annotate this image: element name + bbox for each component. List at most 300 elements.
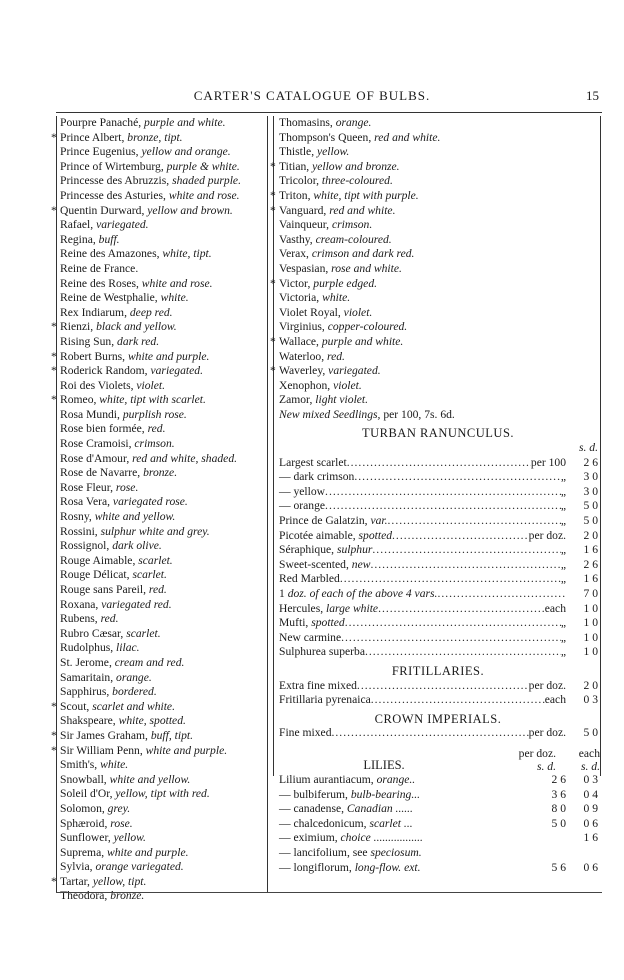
list-item — [276, 262, 600, 277]
each-column-header — [556, 747, 600, 773]
item-label — [279, 788, 420, 803]
leader-dots — [325, 485, 561, 500]
price-row — [276, 470, 600, 485]
price-row — [276, 726, 600, 741]
variety-name: Vanguard, — [279, 203, 330, 217]
price-per-doz: 3 6 — [551, 787, 566, 801]
item-label — [279, 817, 413, 832]
price-per-doz: 5 6 — [551, 860, 566, 874]
list-item — [57, 145, 267, 160]
item-name: Red Marbled — [279, 572, 340, 586]
list-item — [57, 262, 267, 277]
price-per-doz: 8 0 — [551, 802, 566, 816]
variety-description: violet. — [333, 378, 362, 392]
variety-name: Smith's, — [60, 758, 101, 772]
variety-description: yellow and bronze. — [312, 159, 400, 173]
price-shillings: 1 — [583, 630, 590, 644]
variety-name: Rosa Vera, — [60, 495, 113, 509]
price-amount — [566, 602, 598, 617]
variety-name: Rose bien formée, — [60, 422, 148, 436]
item-label — [279, 529, 392, 544]
price-pence: 3 — [592, 693, 598, 707]
list-item — [57, 641, 267, 656]
variety-name: Prince Eugenius, — [60, 145, 142, 159]
item-label — [279, 485, 325, 500]
item-label — [279, 514, 388, 529]
star-mark: * — [51, 320, 57, 334]
variety-description: white and rose. — [168, 188, 240, 202]
price-per-doz: 5 0 — [551, 816, 566, 830]
variety-name: Rosny, — [60, 510, 95, 524]
list-item — [57, 568, 267, 583]
variety-description: orange. — [335, 116, 372, 129]
item-label — [279, 616, 345, 631]
variety-name: Rose d'Amour, — [60, 451, 133, 465]
running-header: CARTER'S CATALOGUE OF BULBS. — [193, 88, 431, 103]
price-amount — [566, 587, 598, 602]
item-label — [279, 587, 437, 602]
item-name: Lilium aurantiacum, — [279, 772, 377, 786]
variety-description: rose and white. — [331, 261, 402, 275]
variety-name: Xenophon, — [279, 378, 334, 392]
variety-description: purple edged. — [313, 276, 378, 290]
price-row — [276, 558, 600, 573]
left-column — [51, 116, 268, 903]
variety-description: white and yellow. — [109, 772, 191, 786]
variety-name: Wallace, — [279, 334, 322, 348]
price-pence: 6 — [592, 543, 598, 557]
variety-description: white and purple. — [145, 743, 228, 757]
item-name: Largest scarlet — [279, 455, 347, 469]
star-mark: * — [51, 874, 57, 888]
list-item — [57, 831, 267, 846]
price-row — [276, 631, 600, 646]
list-item — [57, 846, 267, 861]
variety-description: variegated. — [328, 364, 381, 378]
item-label — [279, 631, 341, 646]
price-shillings: 3 — [583, 470, 590, 484]
leader-dots — [354, 470, 561, 485]
item-label — [279, 726, 332, 741]
price-shillings: 2 — [583, 557, 590, 571]
variety-name: Roi des Violets, — [60, 378, 137, 392]
price-row — [276, 693, 600, 708]
star-mark: * — [51, 203, 57, 217]
item-label — [279, 846, 422, 861]
price-each — [566, 846, 598, 861]
star-mark: * — [270, 364, 276, 378]
price-pence: 6 — [592, 557, 598, 571]
item-label — [279, 831, 423, 846]
price-amount — [566, 726, 598, 741]
price-row — [276, 572, 600, 587]
variety-description: purplish rose. — [122, 407, 187, 421]
variety-description: shaded purple. — [172, 174, 241, 188]
variety-description: scarlet. — [126, 626, 161, 640]
variety-description: scarlet. — [138, 553, 173, 567]
price-unit: „ — [560, 630, 566, 644]
variety-name: Sapphirus, — [60, 685, 113, 699]
price-row — [276, 602, 600, 617]
variety-name: Virginius, — [279, 320, 328, 334]
item-description: sulphur — [336, 543, 373, 557]
price-shillings: 1 — [583, 616, 590, 630]
variety-description: yellow, tipt. — [92, 874, 147, 888]
variety-name: Reine de Westphalie, — [60, 291, 161, 305]
price-shillings: 2 — [583, 528, 590, 542]
per-doz-column-header — [492, 747, 556, 773]
list-item — [51, 349, 267, 365]
price-row — [276, 788, 600, 803]
price-amount — [566, 456, 598, 471]
variety-description: variegated. — [96, 218, 149, 232]
list-item — [276, 131, 600, 146]
price-row — [276, 587, 600, 602]
list-item — [57, 583, 267, 598]
star-mark: * — [270, 334, 276, 348]
list-item — [57, 247, 267, 262]
list-item — [57, 714, 267, 729]
variety-name: Soleil d'Or, — [60, 787, 116, 801]
price-unit: „ — [560, 484, 566, 498]
price-unit: each — [544, 693, 566, 707]
list-item — [51, 728, 267, 744]
variety-description: red. — [148, 583, 167, 596]
item-name: Séraphique, — [279, 543, 337, 557]
item-description: scarlet ... — [369, 816, 413, 830]
price-unit: „ — [560, 572, 566, 586]
price-shillings: 1 — [583, 572, 590, 586]
list-item — [57, 773, 267, 788]
variety-description: white, tipt with purple. — [313, 188, 419, 202]
list-item — [276, 145, 600, 160]
price-row — [276, 817, 600, 832]
variety-description: deep red. — [129, 305, 173, 319]
leader-dots — [371, 693, 545, 708]
spacer — [422, 846, 534, 861]
leader-dots — [325, 499, 561, 514]
variety-name: Princesse des Abruzzis, — [60, 174, 173, 188]
list-item — [57, 277, 267, 292]
star-mark: * — [51, 743, 57, 757]
leader-dots — [357, 679, 529, 694]
price-pence: 0 — [592, 499, 598, 513]
list-item — [57, 379, 267, 394]
variety-name: Rubro Cæsar, — [60, 626, 127, 640]
list-item — [270, 364, 600, 379]
list-item — [57, 758, 267, 773]
price-row — [276, 846, 600, 861]
list-item — [276, 350, 600, 365]
price-shillings: 0 — [583, 693, 590, 707]
variety-description: variegated rose. — [112, 495, 188, 509]
variety-description: light violet. — [315, 393, 369, 407]
variety-description: sulphur white and grey. — [100, 524, 210, 538]
leader-dots — [372, 543, 560, 558]
variety-description: three-coloured. — [321, 174, 393, 188]
seedlings-line — [276, 408, 600, 423]
list-item — [57, 422, 267, 437]
lilies-header — [276, 747, 600, 773]
item-name: Prince de Galatzin, — [279, 514, 371, 528]
item-name: — lancifolium, see — [279, 845, 371, 859]
variety-name: Reine de France. — [60, 261, 139, 275]
variety-description: red. — [327, 349, 345, 363]
star-mark: * — [51, 364, 57, 378]
variety-name: Victor, — [279, 276, 314, 290]
page-number: 15 — [586, 88, 599, 103]
variety-description: grey. — [107, 801, 131, 815]
price-amount — [566, 645, 598, 660]
variety-description: copper-coloured. — [327, 320, 408, 334]
list-item — [57, 291, 267, 306]
price-row — [276, 616, 600, 631]
variety-name: Quentin Durward, — [60, 203, 148, 217]
item-name: New carmine — [279, 630, 342, 644]
list-item — [270, 203, 600, 219]
item-label — [279, 679, 357, 694]
variety-description: violet. — [136, 378, 166, 392]
variety-name: Tricolor, — [279, 174, 322, 188]
price-row — [276, 679, 600, 694]
price-each: 0 4 — [583, 787, 598, 801]
price-pence: 0 — [592, 645, 598, 659]
item-description: var. — [370, 514, 388, 528]
list-item — [57, 612, 267, 627]
variety-description: orange. — [116, 670, 152, 684]
list-item — [57, 598, 267, 613]
price-shillings: 1 — [583, 543, 590, 557]
variety-description: bronze, tipt. — [127, 130, 183, 144]
spacer — [413, 802, 534, 817]
star-mark: * — [270, 276, 276, 290]
price-each: 0 6 — [583, 860, 598, 874]
price-unit: „ — [560, 470, 566, 484]
list-item — [276, 291, 600, 306]
price-pence: 0 — [592, 601, 598, 615]
variety-description: bordered. — [112, 685, 157, 699]
list-item — [51, 130, 267, 146]
variety-description: crimson. — [331, 218, 373, 232]
variety-name: Sir James Graham, — [60, 728, 151, 742]
variety-description: dark red. — [117, 334, 160, 348]
variety-name: Waterloo, — [279, 349, 327, 363]
spacer — [423, 831, 534, 846]
variety-name: Triton, — [279, 188, 314, 202]
variety-name: Rose de Navarre, — [60, 466, 144, 480]
variety-description: bronze. — [110, 889, 145, 903]
list-item — [57, 218, 267, 233]
list-item — [51, 203, 267, 219]
variety-description: variegated. — [150, 364, 203, 378]
leader-dots — [340, 572, 561, 587]
list-item — [51, 393, 267, 408]
price-pence: 0 — [592, 587, 598, 600]
variety-description: lilac. — [116, 641, 140, 655]
variety-name: Verax, — [279, 247, 312, 261]
variety-name: Reine des Amazones, — [60, 247, 163, 261]
item-label — [279, 861, 420, 876]
variety-name: Sunflower, — [60, 831, 114, 845]
price-pence: 0 — [592, 630, 598, 644]
item-label — [279, 499, 325, 514]
item-name: — orange — [279, 499, 326, 513]
price-pence: 0 — [592, 726, 598, 740]
variety-name: Tartar, — [60, 874, 93, 888]
leader-dots — [365, 645, 561, 660]
item-name: Sweet-scented, — [279, 557, 352, 571]
item-description: spotted — [311, 616, 345, 630]
price-amount — [566, 679, 598, 694]
price-amount — [566, 543, 598, 558]
variety-name: Rudolphus, — [60, 641, 117, 655]
price-row — [276, 514, 600, 529]
per-doz-label: per doz. — [518, 746, 556, 760]
price-pence: 0 — [592, 528, 598, 542]
item-name: 1 — [279, 587, 288, 600]
price-shillings: 7 — [583, 587, 590, 600]
leader-dots — [388, 514, 561, 529]
price-each: 0 6 — [583, 816, 598, 830]
list-item — [276, 379, 600, 394]
variety-description: rose. — [110, 816, 133, 830]
list-item — [57, 189, 267, 204]
variety-description: white. — [322, 291, 351, 305]
list-item — [57, 116, 267, 131]
variety-name: Snowball, — [60, 772, 110, 786]
price-amount — [566, 470, 598, 485]
variety-name: Rising Sun, — [60, 334, 118, 348]
variety-name: Vasthy, — [279, 232, 316, 246]
price-amount — [566, 693, 598, 708]
leader-dots — [341, 631, 561, 646]
price-row — [276, 485, 600, 500]
variety-name: Samaritain, — [60, 670, 117, 684]
variety-name: Shakspeare, — [60, 714, 119, 728]
item-description: Canadian ...... — [346, 802, 413, 816]
variety-name: Rouge Délicat, — [60, 568, 133, 582]
variety-description: yellow and orange. — [141, 145, 231, 159]
price-shillings: 5 — [583, 514, 590, 528]
item-description: choice ................. — [340, 831, 423, 845]
variety-name: Solomon, — [60, 801, 108, 815]
price-shillings: 2 — [583, 455, 590, 469]
variety-name: Thomasins, — [279, 116, 336, 129]
variety-description: red. — [100, 612, 119, 626]
list-item — [51, 364, 267, 379]
price-shillings: 5 — [583, 726, 590, 740]
variety-name: Rose Cramoisi, — [60, 437, 135, 451]
list-item — [51, 743, 267, 759]
list-item — [57, 437, 267, 452]
variety-description: scarlet. — [132, 568, 167, 582]
variety-description: red and white. — [374, 130, 441, 144]
list-item — [51, 320, 267, 335]
item-name: Fritillaria pyrenaica — [279, 693, 371, 707]
price-unit: „ — [560, 514, 566, 528]
variety-name: Sir William Penn, — [60, 743, 146, 757]
header-rule — [56, 112, 602, 113]
list-item — [57, 539, 267, 554]
price-row — [276, 529, 600, 544]
price-unit: per doz. — [528, 528, 566, 542]
variety-description: white and purple. — [107, 845, 189, 859]
variety-name: Pourpre Panaché, — [60, 116, 145, 129]
item-name: Sulphurea superba — [279, 645, 365, 659]
item-description: doz. of each of the above 4 vars. — [287, 587, 438, 600]
variety-name: Waverley, — [279, 364, 329, 378]
list-item — [57, 481, 267, 496]
list-item — [57, 554, 267, 569]
variety-description: yellow and brown. — [147, 203, 233, 217]
list-item — [57, 510, 267, 525]
spacer — [420, 861, 534, 876]
list-item — [270, 276, 600, 292]
variety-description: white. — [160, 291, 189, 305]
item-name: — yellow — [279, 484, 326, 498]
variety-description: purple & white. — [166, 159, 240, 173]
price-row — [276, 543, 600, 558]
sd-label: s. d. — [536, 759, 556, 773]
variety-description: orange variegated. — [95, 860, 184, 874]
list-item — [57, 306, 267, 321]
variety-name: Suprema, — [60, 845, 108, 859]
list-item — [57, 233, 267, 248]
price-amount — [566, 616, 598, 631]
variety-description: yellow. — [317, 145, 350, 159]
price-shillings: 3 — [583, 484, 590, 498]
leader-dots — [332, 726, 529, 741]
variety-name: Rubens, — [60, 612, 101, 626]
item-name: — chalcedonicum, — [279, 816, 370, 830]
price-unit: „ — [560, 543, 566, 557]
list-item — [57, 671, 267, 686]
variety-name: Rossini, — [60, 524, 101, 538]
variety-name: Scout, — [60, 699, 93, 713]
price-amount — [566, 558, 598, 573]
price-pence: 0 — [592, 616, 598, 630]
item-name: Picotée aimable, — [279, 528, 359, 542]
price-unit: each — [544, 601, 566, 615]
price-unit: „ — [560, 499, 566, 513]
list-item — [57, 160, 267, 175]
bottom-rule — [56, 892, 602, 893]
item-label — [279, 543, 372, 558]
leader-dots — [392, 529, 529, 544]
variety-name: Romeo, — [60, 393, 100, 407]
price-amount — [566, 631, 598, 646]
variety-name: Princesse des Asturies, — [60, 188, 169, 202]
variety-name: Thistle, — [279, 145, 317, 159]
variety-name: Zamor, — [279, 393, 316, 407]
price-amount — [566, 514, 598, 529]
variety-name: Prince of Wirtemburg, — [60, 159, 167, 173]
item-label — [279, 773, 415, 788]
price-per-doz: 2 6 — [551, 772, 566, 786]
price-pence: 0 — [592, 514, 598, 528]
list-item — [57, 860, 267, 875]
list-item — [57, 627, 267, 642]
variety-name: Rossignol, — [60, 539, 113, 553]
variety-name: Roxana, — [60, 597, 102, 611]
list-item — [57, 817, 267, 832]
item-description: speciosum. — [370, 845, 422, 859]
price-column-header: s. d. — [578, 441, 598, 455]
star-mark: * — [270, 203, 276, 217]
spacer — [415, 773, 534, 788]
variety-name: Robert Burns, — [60, 349, 128, 363]
right-column — [270, 116, 601, 874]
